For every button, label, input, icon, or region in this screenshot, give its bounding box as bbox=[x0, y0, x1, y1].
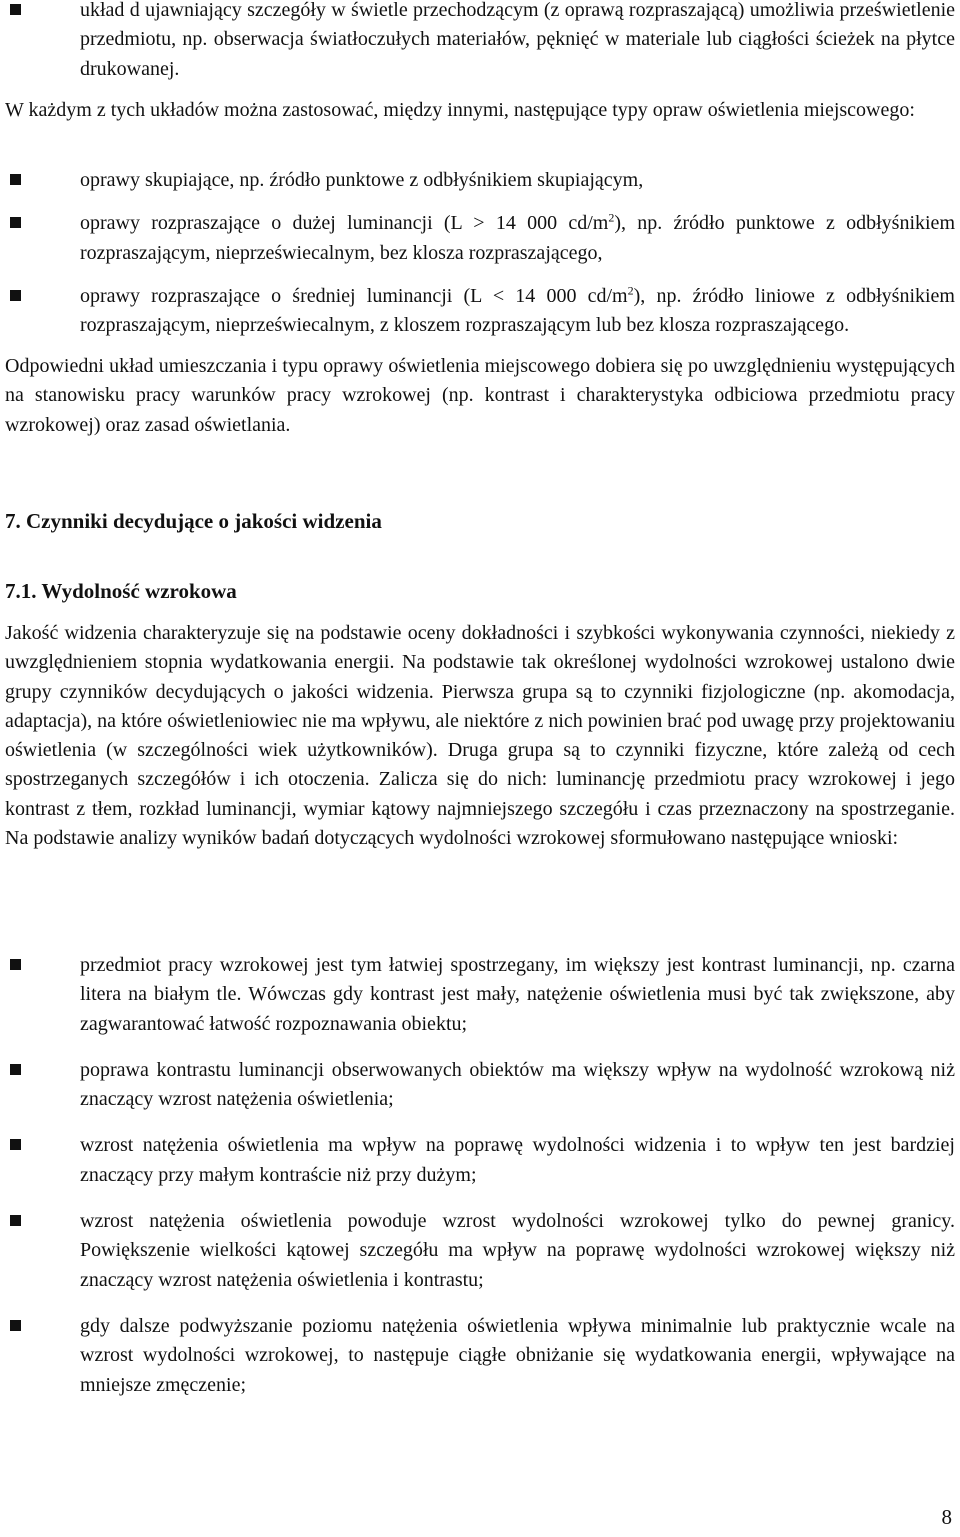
square-bullet-icon bbox=[10, 1320, 21, 1331]
intro-paragraph: W każdym z tych układów można zastosować, między innymi, następujące typy opraw oświetlenia miejscowego: bbox=[5, 99, 915, 121]
list-item-text: oprawy skupiające, np. źródło punktowe z odbłyśnikiem skupiającym, bbox=[80, 169, 644, 191]
list-item bbox=[5, 1056, 955, 1115]
list-item bbox=[5, 282, 955, 341]
list-item-text: oprawy rozpraszające o dużej luminancji (L > 14 000 $cd/m^2$), np. źródło punktowe z odbłyśnikiem rozpraszającym, nieprzeświecalnym, bez klosza rozpraszającego, bbox=[80, 210, 955, 264]
body-paragraph: Jakość widzenia charakteryzuje się na podstawie oceny dokładności i szybkości wykonywania czynności, niekiedy z uwzględnieniem stopnia wydatkowania energii. Na podstawie tak określonej wydolności wzrokowej ustalono dwie grupy czynników decydujących o jakości widzenia. Pierwsza grupa są to czynniki fizjologiczne (np. akomodacja, adaptacja), na które oświetleniowiec nie ma wpływu, ale niektóre z nich powinien brać pod uwagę przy projektowaniu oświetlenia (w szczególności wiek użytkowników). Druga grupa są to czynniki fizyczne, które zależą od cech spostrzeganych szczegółów i ich otoczenia. Zalicza się do nich: luminancję przedmiotu pracy wzrokowej i jego kontrast z tłem, rozkład luminancji, wymiar kątowy najmniejszego szczegółu i czas przeznaczony na spostrzeganie. Na podstawie analizy wyników badań dotyczących wydolności wzrokowej sformułowano następujące wnioski: bbox=[5, 622, 955, 850]
square-bullet-icon bbox=[10, 4, 21, 15]
conclusions-bullet-list bbox=[5, 951, 955, 1400]
page-number: 8 bbox=[941, 1505, 952, 1529]
fixtures-bullet-list bbox=[5, 166, 955, 340]
list-item bbox=[5, 1131, 955, 1190]
list-item bbox=[5, 0, 955, 84]
list-item-text: gdy dalsze podwyższanie poziomu natężenia oświetlenia wpływa minimalnie lub praktycznie wcale na wzrost wydolności wzrokowej, to następuje ciągłe obniżanie się wydatkowania energii, wpływające na mniejsze zmęczenie; bbox=[80, 1314, 955, 1396]
list-item-text: wzrost natężenia oświetlenia ma wpływ na poprawę wydolności widzenia i to wpływ ten jest bardziej znaczący przy małym kontraście niż przy dużym; bbox=[80, 1134, 955, 1186]
square-bullet-icon bbox=[10, 174, 21, 185]
section-heading: 7. Czynniki decydujące o jakości widzenia bbox=[5, 509, 382, 533]
top-bullet-list bbox=[5, 0, 955, 84]
list-item-text: przedmiot pracy wzrokowej jest tym łatwiej spostrzegany, im większy jest kontrast luminancji, np. czarna litera na białym tle. Wówczas gdy kontrast jest mały, natężenie oświetlenia musi być tak zwiększone, aby zagwarantować łatwość rozpoznawania obiektu; bbox=[80, 954, 955, 1035]
square-bullet-icon bbox=[10, 1139, 21, 1150]
list-item-text: układ d ujawniający szczegóły w świetle przechodzącym (z oprawą rozpraszającą) umożliwia prześwietlenie przedmiotu, np. obserwacja światłoczułych materiałów, pęknięć w materiale lub ciągłości ścieżek na płytce drukowanej. bbox=[80, 0, 955, 80]
square-bullet-icon bbox=[10, 290, 21, 301]
square-bullet-icon bbox=[10, 1215, 21, 1226]
list-item-text: poprawa kontrastu luminancji obserwowanych obiektów ma większy wpływ na wydolność wzrokową niż znaczący wzrost natężenia oświetlenia; bbox=[80, 1058, 955, 1111]
list-item bbox=[5, 209, 955, 268]
square-bullet-icon bbox=[10, 1064, 21, 1075]
list-item bbox=[5, 166, 955, 195]
list-item bbox=[5, 1207, 955, 1295]
square-bullet-icon bbox=[10, 959, 21, 970]
list-item bbox=[5, 951, 955, 1039]
square-bullet-icon bbox=[10, 217, 21, 228]
subsection-heading: 7.1. Wydolność wzrokowa bbox=[5, 579, 237, 603]
list-item-text: wzrost natężenia oświetlenia powoduje wzrost wydolności wzrokowej tylko do pewnej granicy. Powiększenie wielkości kątowej szczegółu ma wpływ na poprawę wydolności wzrokowej większy niż znaczący wzrost natężenia oświetlenia i kontrastu; bbox=[80, 1210, 955, 1291]
list-item-text: oprawy rozpraszające o średniej luminancji (L < 14 000 $cd/m^2$), np. źródło liniowe z odbłyśnikiem rozpraszającym, nieprzeświecalnym, z kloszem rozpraszającym lub bez klosza rozpraszającego. bbox=[80, 283, 955, 337]
summary-paragraph: Odpowiedni układ umieszczania i typu oprawy oświetlenia miejscowego dobiera się po uwzględnieniu występujących na stanowisku pracy warunków pracy wzrokowej (np. kontrast i charakterystyka odbiciowa przedmiotu pracy wzrokowej) oraz zasad oświetlania. bbox=[5, 355, 955, 436]
list-item bbox=[5, 1312, 955, 1400]
